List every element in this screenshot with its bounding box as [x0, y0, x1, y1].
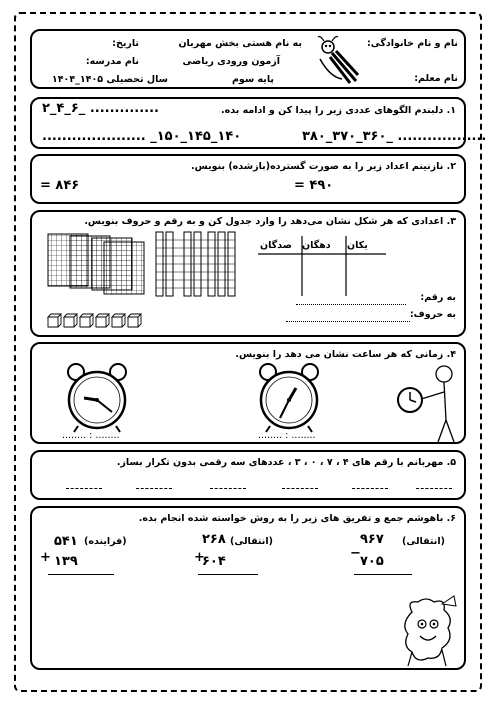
school-label: نام مدرسه: [85, 56, 139, 67]
problem-1-bottom: ۱۳۹ [54, 554, 78, 569]
problem-2-method: (انتقالی) [230, 536, 273, 547]
stick-figure-with-clock [392, 364, 464, 444]
answer-blank-3[interactable] [210, 488, 246, 489]
clock-2-answer[interactable]: ........ : ........ [258, 430, 316, 441]
hundreds-blocks [46, 230, 146, 300]
q5-text: ۵. مهربانم با رقم های ۴ ، ۷ ، ۰ ، ۳ ، عددهای سه رقمی بدون تکرار بساز. [116, 457, 456, 468]
problem-3-top: ۹۶۷ [360, 532, 384, 547]
answer-blank-1[interactable] [66, 488, 102, 489]
question-6 [30, 506, 466, 670]
problem-2-line [198, 574, 258, 575]
ones-cubes [46, 312, 156, 330]
question-2 [30, 154, 466, 204]
pattern-c: ۳۸۰_۳۷۰_۳۶۰_ .................. [302, 129, 487, 144]
problem-3-op: − [350, 546, 361, 561]
problem-1-line [48, 574, 114, 575]
alarm-clock-2 [254, 360, 324, 434]
problem-1-op: + [40, 550, 51, 565]
col-hundreds: صدگان [260, 240, 292, 251]
answer-blank-4[interactable] [282, 488, 318, 489]
exam-title: آزمون ورودی ریاضی [182, 56, 280, 67]
problem-3-line [354, 574, 412, 575]
bismillah: به نام هستی بخش مهربان [178, 38, 302, 49]
number-b: ۴۹۰ = [294, 178, 334, 193]
grade: پایه سوم [231, 74, 274, 85]
problem-3-bottom: ۷۰۵ [360, 554, 384, 569]
col-tens: دهگان [302, 240, 331, 251]
alarm-clock-1 [62, 360, 132, 434]
q2-text: ۲. نازنینم اعداد زیر را به صورت گسترده(بازشده) بنویس. [191, 161, 456, 172]
answer-blank-6[interactable] [416, 488, 452, 489]
q4-text: ۴. زمانی که هر ساعت نشان می دهد را بنویس. [235, 349, 456, 360]
header-box [30, 29, 466, 89]
clock-1-answer[interactable]: ........ : ........ [62, 430, 120, 441]
student-name-label: نام و نام خانوادگی: [366, 38, 458, 49]
place-value-table [258, 232, 388, 297]
pattern-a: ۲_۴_۶_ .............. [42, 101, 159, 116]
bee-logo [312, 33, 362, 85]
answer-blank-2[interactable] [136, 488, 172, 489]
cartoon-character [398, 594, 462, 668]
by-words-label: به حروف: [409, 309, 456, 320]
question-1 [30, 97, 487, 149]
problem-2-op: + [194, 550, 205, 565]
problem-3-method: (انتقالی) [402, 536, 445, 547]
by-digit-answer-line[interactable] [296, 304, 406, 305]
by-digit-label: به رقم: [420, 292, 456, 303]
question-3 [30, 210, 466, 337]
number-a: ۸۴۶ = [40, 178, 80, 193]
answer-blank-5[interactable] [352, 488, 388, 489]
teacher-name-label: نام معلم: [414, 73, 458, 84]
q1-text: ۱. دلبندم الگوهای عددی زیر را پیدا کن و ادامه بده. [220, 105, 456, 116]
problem-1-method: (فراینده) [84, 536, 127, 547]
pattern-b: ..................... _۱۵۰_۱۴۵_۱۴۰ [42, 129, 242, 144]
problem-2-top: ۲۶۸ [202, 532, 226, 547]
q6-text: ۶. باهوشم جمع و تفریق های زیر را به روش خواسته شده انجام بده. [138, 513, 456, 524]
tens-rods [150, 228, 242, 302]
school-year: سال تحصیلی ۱۴۰۵_۱۴۰۴ [51, 74, 168, 85]
date-label: تاریخ: [112, 38, 139, 49]
question-4 [30, 342, 466, 444]
q3-text: ۳. اعدادی که هر شکل نشان می‌دهد را وارد جدول کن و به رقم و حروف بنویس. [84, 216, 456, 227]
problem-1-top: ۵۴۱ [54, 534, 78, 549]
col-ones: یکان [347, 240, 368, 251]
problem-2-bottom: ۶۰۴ [202, 554, 226, 569]
by-words-answer-line[interactable] [286, 321, 410, 322]
question-5 [30, 450, 466, 500]
